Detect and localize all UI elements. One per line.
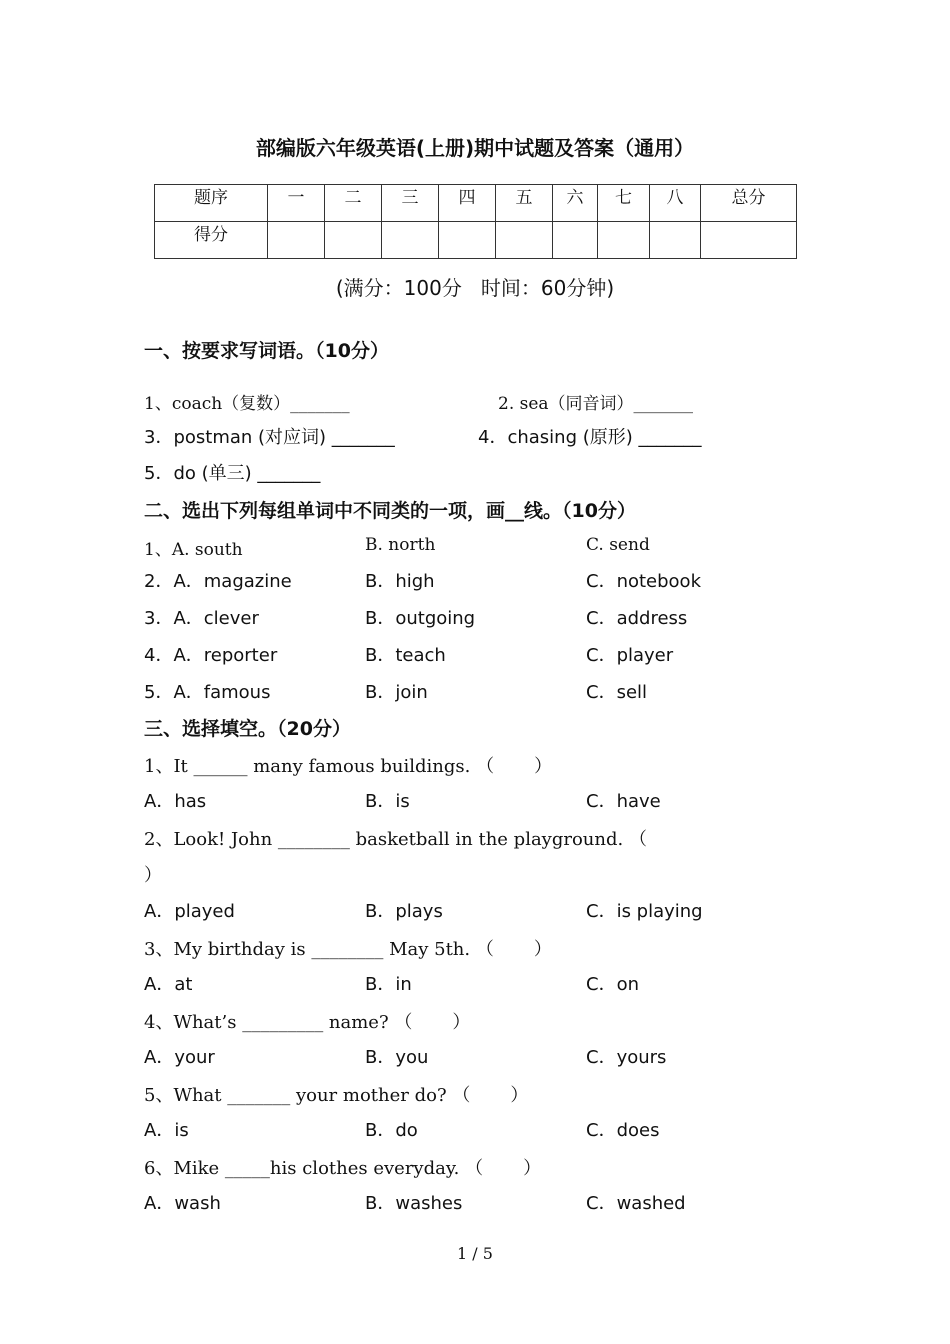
section3-q2-stem-continued: ） bbox=[144, 865, 162, 886]
section2-row5-c: C．sell bbox=[586, 682, 648, 703]
section2-row2-b: B．high bbox=[365, 571, 435, 592]
section2-row1-a: 1、A. south bbox=[144, 540, 243, 560]
score-row-label: 得分 bbox=[155, 222, 268, 259]
score-header-cell: 三 bbox=[382, 185, 439, 222]
section3-q4-option-a: A．your bbox=[144, 1047, 215, 1068]
section3-q5-option-b: B．do bbox=[365, 1120, 418, 1141]
section2-row4-b: B．teach bbox=[365, 645, 446, 666]
section3-q4-option-b: B．you bbox=[365, 1047, 429, 1068]
section3-q2-option-c: C．is playing bbox=[586, 901, 703, 922]
section3-q2-option-a: A．played bbox=[144, 901, 235, 922]
section2-row2-c: C．notebook bbox=[586, 571, 701, 592]
score-cell[interactable] bbox=[439, 222, 496, 259]
section3-q1-option-a: A．has bbox=[144, 791, 207, 812]
section2-heading: 二、选出下列每组单词中不同类的一项，画__线。（10分） bbox=[144, 500, 636, 522]
score-cell[interactable] bbox=[382, 222, 439, 259]
score-cell[interactable] bbox=[325, 222, 382, 259]
section3-q4-option-c: C．yours bbox=[586, 1047, 667, 1068]
score-header-cell: 总分 bbox=[701, 185, 797, 222]
score-table-score-row bbox=[155, 222, 797, 259]
section1-heading: 一、按要求写词语。（10分） bbox=[144, 340, 389, 362]
score-cell[interactable] bbox=[553, 222, 598, 259]
section2-row3-a: 3．A．clever bbox=[144, 608, 259, 629]
score-cell[interactable] bbox=[701, 222, 797, 259]
score-cell[interactable] bbox=[650, 222, 701, 259]
section2-row3-b: B．outgoing bbox=[365, 608, 476, 629]
section3-q5-option-c: C．does bbox=[586, 1120, 660, 1141]
section2-row4-a: 4．A．reporter bbox=[144, 645, 278, 666]
section3-q5-option-a: A．is bbox=[144, 1120, 189, 1141]
section3-q4-stem: 4、What’s _________ name? （ ） bbox=[144, 1012, 471, 1033]
section3-q2-stem: 2、Look! John ________ basketball in the playground. （ bbox=[144, 829, 647, 850]
score-header-cell: 题序 bbox=[155, 185, 268, 222]
section3-q1-option-c: C．have bbox=[586, 791, 661, 812]
section3-q1-stem: 1、It ______ many famous buildings. （ ） bbox=[144, 756, 553, 777]
score-table bbox=[154, 184, 797, 259]
section3-q3-option-b: B．in bbox=[365, 974, 412, 995]
score-header-cell: 七 bbox=[598, 185, 650, 222]
section1-q5: 5．do (单三) _______ bbox=[144, 463, 321, 484]
section2-row3-c: C．address bbox=[586, 608, 688, 629]
section2-row4-c: C．player bbox=[586, 645, 674, 666]
section1-q4: 4．chasing (原形) _______ bbox=[478, 427, 702, 448]
section2-row2-a: 2．A．magazine bbox=[144, 571, 292, 592]
section3-q3-stem: 3、My birthday is ________ May 5th. （ ） bbox=[144, 939, 552, 960]
section3-q2-option-b: B．plays bbox=[365, 901, 443, 922]
section3-q6-option-c: C．washed bbox=[586, 1193, 686, 1214]
page-number: 1 / 5 bbox=[457, 1244, 493, 1263]
score-header-cell: 五 bbox=[496, 185, 553, 222]
section3-q5-stem: 5、What _______ your mother do? （ ） bbox=[144, 1085, 529, 1106]
section3-q6-option-b: B．washes bbox=[365, 1193, 463, 1214]
section2-row5-b: B．join bbox=[365, 682, 428, 703]
score-cell[interactable] bbox=[598, 222, 650, 259]
page-title: 部编版六年级英语(上册)期中试题及答案（通用） bbox=[255, 136, 695, 160]
section3-q6-stem: 6、Mike _____his clothes everyday. （ ） bbox=[144, 1158, 542, 1179]
section3-q3-option-c: C．on bbox=[586, 974, 639, 995]
score-header-cell: 四 bbox=[439, 185, 496, 222]
section3-q6-option-a: A．wash bbox=[144, 1193, 221, 1214]
section2-row5-a: 5．A．famous bbox=[144, 682, 271, 703]
score-header-cell: 八 bbox=[650, 185, 701, 222]
score-header-cell: 一 bbox=[268, 185, 325, 222]
score-header-cell: 二 bbox=[325, 185, 382, 222]
full-mark-time: (满分：100分 时间：60分钟) bbox=[335, 276, 615, 300]
score-cell[interactable] bbox=[268, 222, 325, 259]
score-table-header-row bbox=[155, 185, 797, 222]
section1-q2: 2. sea（同音词）_______ bbox=[498, 394, 694, 414]
score-cell[interactable] bbox=[496, 222, 553, 259]
section3-q1-option-b: B．is bbox=[365, 791, 410, 812]
section2-row1-b: B. north bbox=[365, 535, 436, 555]
section3-heading: 三、选择填空。（20分） bbox=[144, 718, 351, 740]
section1-q1: 1、coach（复数）_______ bbox=[144, 394, 350, 414]
section3-q3-option-a: A．at bbox=[144, 974, 193, 995]
section2-row1-c: C. send bbox=[586, 535, 650, 555]
score-header-cell: 六 bbox=[553, 185, 598, 222]
section1-q3: 3．postman (对应词) _______ bbox=[144, 427, 395, 448]
